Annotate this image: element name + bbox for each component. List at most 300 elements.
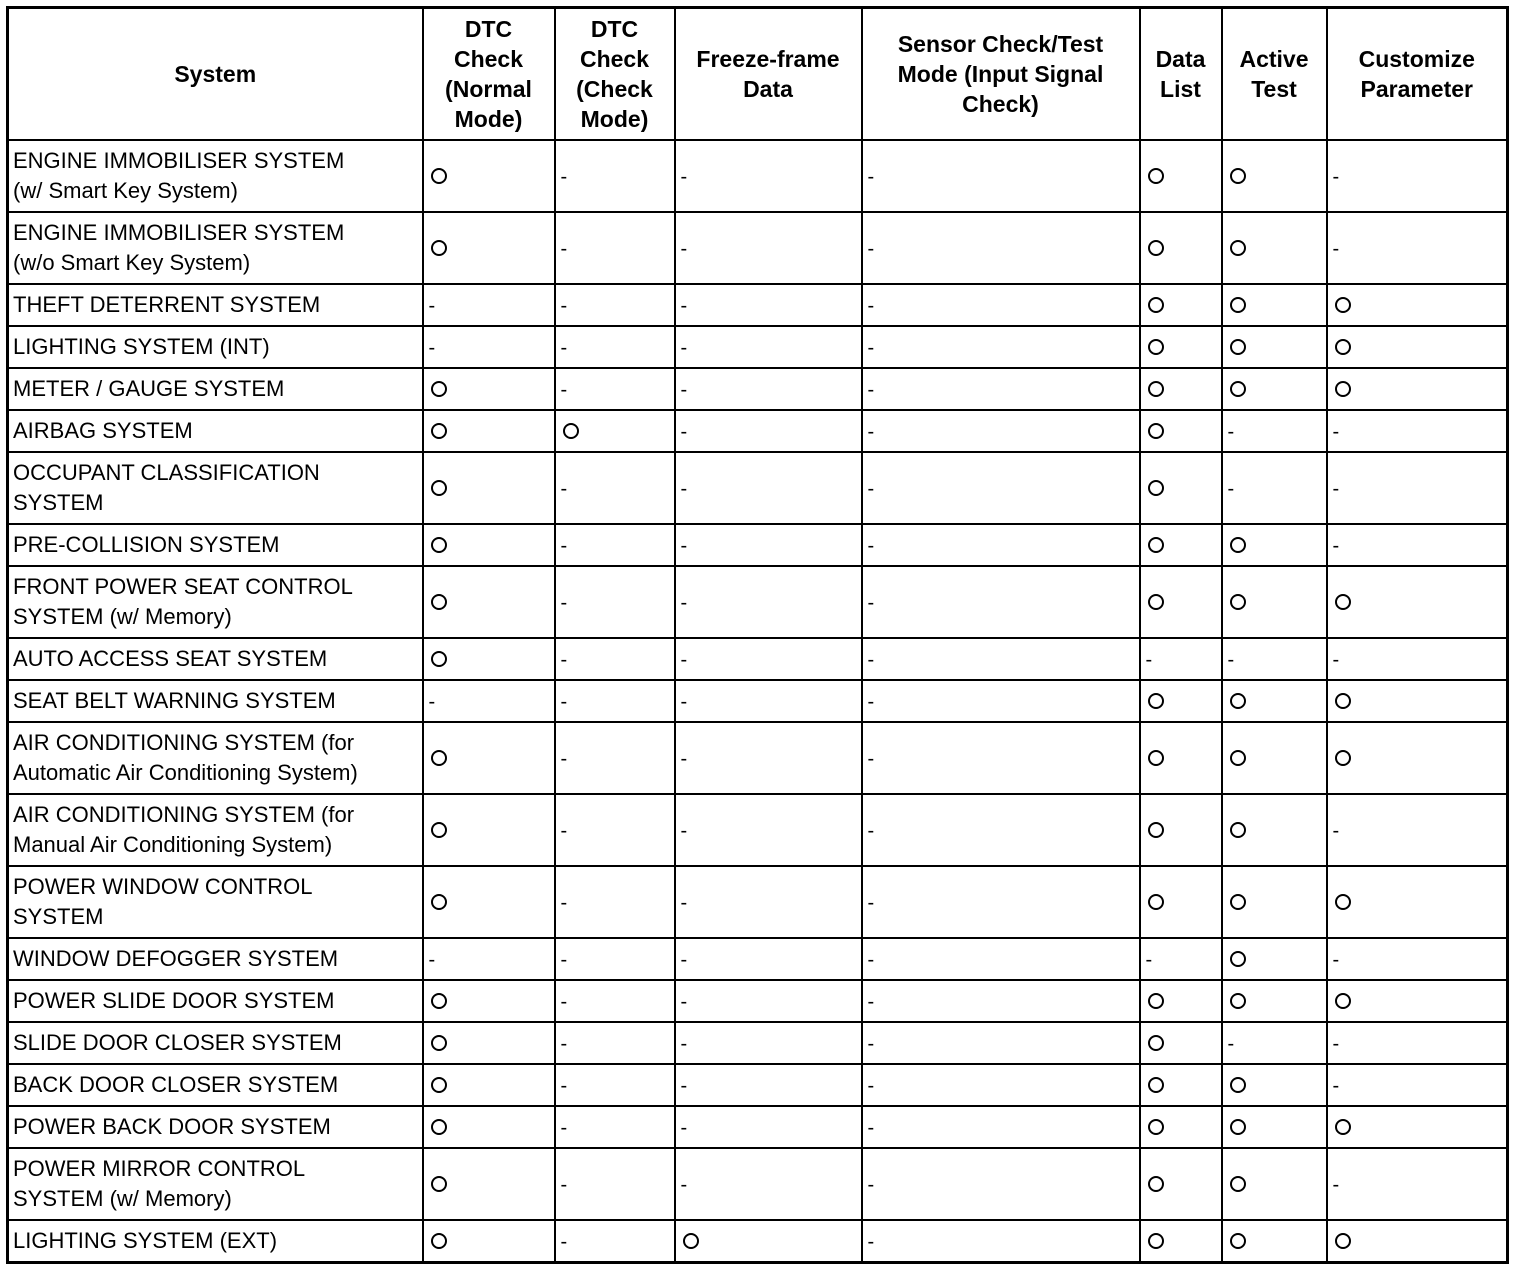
cell-data-list xyxy=(1140,722,1222,794)
cell-freeze-frame xyxy=(675,722,862,794)
supported-circle-icon xyxy=(431,240,447,256)
cell-sensor-check xyxy=(862,1064,1140,1106)
supported-circle-icon xyxy=(431,993,447,1009)
cell-freeze-frame xyxy=(675,938,862,980)
cell-customize xyxy=(1327,284,1508,326)
supported-circle-icon xyxy=(1335,339,1351,355)
system-name-cell xyxy=(8,866,423,938)
cell-active-test xyxy=(1222,284,1327,326)
supported-circle-icon xyxy=(431,537,447,553)
cell-active-test xyxy=(1222,1064,1327,1106)
supported-circle-icon xyxy=(1230,750,1246,766)
cell-customize xyxy=(1327,722,1508,794)
header-freeze-frame xyxy=(675,8,862,141)
not-supported-dash: - xyxy=(560,948,568,971)
system-name-line: (w/o Smart Key System) xyxy=(13,250,251,275)
header-customize-text: Customize Parameter xyxy=(1358,46,1475,102)
system-name-line: (w/ Smart Key System) xyxy=(13,178,238,203)
not-supported-dash: - xyxy=(680,1074,688,1097)
supported-circle-icon xyxy=(1148,894,1164,910)
cell-dtc-normal xyxy=(423,638,555,680)
cell-customize xyxy=(1327,566,1508,638)
not-supported-dash: - xyxy=(867,534,875,557)
supported-circle-icon xyxy=(431,1233,447,1249)
not-supported-dash: - xyxy=(680,1032,688,1055)
system-name-cell xyxy=(8,1064,423,1106)
not-supported-dash: - xyxy=(680,1116,688,1139)
system-name-line: AIRBAG SYSTEM xyxy=(13,418,193,443)
not-supported-dash: - xyxy=(560,237,568,260)
cell-data-list xyxy=(1140,140,1222,212)
system-name-cell xyxy=(8,1106,423,1148)
cell-active-test xyxy=(1222,794,1327,866)
cell-data-list xyxy=(1140,794,1222,866)
cell-freeze-frame xyxy=(675,1106,862,1148)
not-supported-dash: - xyxy=(1227,420,1235,443)
supported-circle-icon xyxy=(431,750,447,766)
cell-customize xyxy=(1327,1220,1508,1263)
not-supported-dash: - xyxy=(867,1032,875,1055)
cell-active-test xyxy=(1222,1220,1327,1263)
supported-circle-icon xyxy=(1335,693,1351,709)
not-supported-dash: - xyxy=(680,477,688,500)
supported-circle-icon xyxy=(1148,1119,1164,1135)
supported-circle-icon xyxy=(1148,168,1164,184)
cell-dtc-check xyxy=(555,452,675,524)
header-dtc-normal-text: DTC Check (Normal Mode) xyxy=(445,16,532,132)
not-supported-dash: - xyxy=(867,819,875,842)
not-supported-dash: - xyxy=(867,237,875,260)
cell-data-list xyxy=(1140,410,1222,452)
table-row xyxy=(8,566,1508,638)
system-name-line: WINDOW DEFOGGER SYSTEM xyxy=(13,946,339,971)
cell-data-list xyxy=(1140,1106,1222,1148)
header-active-test-text: Active Test xyxy=(1239,46,1309,102)
not-supported-dash: - xyxy=(680,165,688,188)
diagnostic-function-table xyxy=(6,6,1509,1264)
system-name-cell xyxy=(8,680,423,722)
table-row xyxy=(8,1220,1508,1263)
cell-dtc-normal xyxy=(423,410,555,452)
cell-sensor-check xyxy=(862,410,1140,452)
supported-circle-icon xyxy=(431,1077,447,1093)
cell-sensor-check xyxy=(862,524,1140,566)
cell-dtc-check xyxy=(555,680,675,722)
supported-circle-icon xyxy=(1230,822,1246,838)
cell-dtc-normal xyxy=(423,1106,555,1148)
cell-sensor-check xyxy=(862,938,1140,980)
system-name-cell xyxy=(8,938,423,980)
not-supported-dash: - xyxy=(867,378,875,401)
supported-circle-icon xyxy=(1230,951,1246,967)
system-name-line: AIR CONDITIONING SYSTEM (for xyxy=(13,730,355,755)
cell-active-test xyxy=(1222,680,1327,722)
table-row xyxy=(8,938,1508,980)
system-name-line: AUTO ACCESS SEAT SYSTEM xyxy=(13,646,328,671)
table-row xyxy=(8,638,1508,680)
supported-circle-icon xyxy=(1148,993,1164,1009)
cell-sensor-check xyxy=(862,452,1140,524)
cell-customize xyxy=(1327,326,1508,368)
not-supported-dash: - xyxy=(1332,648,1340,671)
cell-dtc-check xyxy=(555,326,675,368)
table-row xyxy=(8,722,1508,794)
system-name-cell xyxy=(8,722,423,794)
cell-freeze-frame xyxy=(675,680,862,722)
not-supported-dash: - xyxy=(560,336,568,359)
header-row xyxy=(8,8,1508,141)
cell-data-list xyxy=(1140,566,1222,638)
supported-circle-icon xyxy=(431,168,447,184)
cell-active-test xyxy=(1222,566,1327,638)
supported-circle-icon xyxy=(1230,537,1246,553)
cell-customize xyxy=(1327,938,1508,980)
supported-circle-icon xyxy=(1148,480,1164,496)
supported-circle-icon xyxy=(1230,168,1246,184)
cell-customize xyxy=(1327,638,1508,680)
supported-circle-icon xyxy=(1148,537,1164,553)
system-name-cell xyxy=(8,1220,423,1263)
cell-customize xyxy=(1327,1022,1508,1064)
cell-freeze-frame xyxy=(675,794,862,866)
not-supported-dash: - xyxy=(1227,477,1235,500)
cell-dtc-normal xyxy=(423,794,555,866)
cell-dtc-check xyxy=(555,1220,675,1263)
supported-circle-icon xyxy=(1230,1119,1246,1135)
cell-customize xyxy=(1327,368,1508,410)
cell-dtc-check xyxy=(555,1064,675,1106)
supported-circle-icon xyxy=(1148,750,1164,766)
table-row xyxy=(8,140,1508,212)
cell-freeze-frame xyxy=(675,1220,862,1263)
not-supported-dash: - xyxy=(680,819,688,842)
supported-circle-icon xyxy=(1148,381,1164,397)
cell-customize xyxy=(1327,1106,1508,1148)
not-supported-dash: - xyxy=(560,1116,568,1139)
supported-circle-icon xyxy=(431,381,447,397)
not-supported-dash: - xyxy=(680,591,688,614)
cell-dtc-check xyxy=(555,212,675,284)
system-name-line: LIGHTING SYSTEM (EXT) xyxy=(13,1228,278,1253)
system-name-cell xyxy=(8,212,423,284)
cell-customize xyxy=(1327,452,1508,524)
supported-circle-icon xyxy=(431,1119,447,1135)
system-name-line: THEFT DETERRENT SYSTEM xyxy=(13,292,321,317)
table-row xyxy=(8,326,1508,368)
system-name-line: SYSTEM (w/ Memory) xyxy=(13,604,232,629)
not-supported-dash: - xyxy=(680,1173,688,1196)
cell-data-list xyxy=(1140,680,1222,722)
not-supported-dash: - xyxy=(560,891,568,914)
supported-circle-icon xyxy=(1148,339,1164,355)
system-name-line: POWER WINDOW CONTROL xyxy=(13,874,313,899)
not-supported-dash: - xyxy=(680,990,688,1013)
cell-dtc-check xyxy=(555,524,675,566)
system-name-line: POWER SLIDE DOOR SYSTEM xyxy=(13,988,335,1013)
not-supported-dash: - xyxy=(560,1032,568,1055)
cell-freeze-frame xyxy=(675,566,862,638)
supported-circle-icon xyxy=(1230,1176,1246,1192)
system-name-cell xyxy=(8,794,423,866)
not-supported-dash: - xyxy=(680,948,688,971)
system-name-cell xyxy=(8,140,423,212)
header-data-list xyxy=(1140,8,1222,141)
cell-active-test xyxy=(1222,212,1327,284)
not-supported-dash: - xyxy=(680,747,688,770)
supported-circle-icon xyxy=(1230,693,1246,709)
cell-sensor-check xyxy=(862,566,1140,638)
supported-circle-icon xyxy=(1230,594,1246,610)
supported-circle-icon xyxy=(1148,240,1164,256)
cell-freeze-frame xyxy=(675,1148,862,1220)
table-row xyxy=(8,284,1508,326)
not-supported-dash: - xyxy=(1332,420,1340,443)
header-customize xyxy=(1327,8,1508,141)
not-supported-dash: - xyxy=(560,591,568,614)
not-supported-dash: - xyxy=(680,648,688,671)
cell-customize xyxy=(1327,680,1508,722)
system-name-line: PRE-COLLISION SYSTEM xyxy=(13,532,280,557)
diagnostic-function-table-container xyxy=(6,6,1509,1264)
header-data-list-text: Data List xyxy=(1155,46,1206,102)
cell-data-list xyxy=(1140,452,1222,524)
not-supported-dash: - xyxy=(1227,648,1235,671)
not-supported-dash: - xyxy=(1227,1032,1235,1055)
table-row xyxy=(8,524,1508,566)
cell-sensor-check xyxy=(862,980,1140,1022)
cell-dtc-normal xyxy=(423,368,555,410)
table-row xyxy=(8,452,1508,524)
not-supported-dash: - xyxy=(560,690,568,713)
cell-active-test xyxy=(1222,1106,1327,1148)
cell-dtc-check xyxy=(555,722,675,794)
cell-data-list xyxy=(1140,1220,1222,1263)
cell-freeze-frame xyxy=(675,638,862,680)
cell-sensor-check xyxy=(862,1220,1140,1263)
header-active-test xyxy=(1222,8,1327,141)
not-supported-dash: - xyxy=(1145,948,1153,971)
not-supported-dash: - xyxy=(560,990,568,1013)
system-name-line: AIR CONDITIONING SYSTEM (for xyxy=(13,802,355,827)
supported-circle-icon xyxy=(563,423,579,439)
cell-freeze-frame xyxy=(675,452,862,524)
not-supported-dash: - xyxy=(867,990,875,1013)
supported-circle-icon xyxy=(1335,1119,1351,1135)
cell-dtc-normal xyxy=(423,938,555,980)
supported-circle-icon xyxy=(1148,1077,1164,1093)
supported-circle-icon xyxy=(1148,423,1164,439)
cell-data-list xyxy=(1140,326,1222,368)
system-name-cell xyxy=(8,1148,423,1220)
system-name-line: ENGINE IMMOBILISER SYSTEM xyxy=(13,148,345,173)
cell-dtc-check xyxy=(555,938,675,980)
not-supported-dash: - xyxy=(867,690,875,713)
cell-sensor-check xyxy=(862,1148,1140,1220)
cell-freeze-frame xyxy=(675,212,862,284)
not-supported-dash: - xyxy=(1332,237,1340,260)
cell-sensor-check xyxy=(862,680,1140,722)
system-name-cell xyxy=(8,326,423,368)
cell-sensor-check xyxy=(862,326,1140,368)
system-name-cell xyxy=(8,284,423,326)
not-supported-dash: - xyxy=(560,648,568,671)
system-name-line: LIGHTING SYSTEM (INT) xyxy=(13,334,270,359)
cell-dtc-normal xyxy=(423,722,555,794)
not-supported-dash: - xyxy=(680,336,688,359)
header-dtc-check xyxy=(555,8,675,141)
cell-active-test xyxy=(1222,980,1327,1022)
not-supported-dash: - xyxy=(680,420,688,443)
not-supported-dash: - xyxy=(680,237,688,260)
not-supported-dash: - xyxy=(560,378,568,401)
not-supported-dash: - xyxy=(428,948,436,971)
not-supported-dash: - xyxy=(1332,1032,1340,1055)
not-supported-dash: - xyxy=(680,891,688,914)
cell-customize xyxy=(1327,1148,1508,1220)
cell-freeze-frame xyxy=(675,326,862,368)
cell-dtc-check xyxy=(555,980,675,1022)
system-name-cell xyxy=(8,368,423,410)
not-supported-dash: - xyxy=(1332,948,1340,971)
not-supported-dash: - xyxy=(680,294,688,317)
cell-data-list xyxy=(1140,284,1222,326)
system-name-line: Manual Air Conditioning System) xyxy=(13,832,333,857)
table-row xyxy=(8,980,1508,1022)
cell-dtc-check xyxy=(555,368,675,410)
supported-circle-icon xyxy=(1335,750,1351,766)
cell-sensor-check xyxy=(862,722,1140,794)
cell-active-test xyxy=(1222,368,1327,410)
not-supported-dash: - xyxy=(680,378,688,401)
cell-sensor-check xyxy=(862,284,1140,326)
cell-sensor-check xyxy=(862,368,1140,410)
cell-customize xyxy=(1327,980,1508,1022)
supported-circle-icon xyxy=(1230,240,1246,256)
not-supported-dash: - xyxy=(1332,1173,1340,1196)
cell-customize xyxy=(1327,212,1508,284)
cell-data-list xyxy=(1140,938,1222,980)
not-supported-dash: - xyxy=(867,747,875,770)
supported-circle-icon xyxy=(1230,1077,1246,1093)
not-supported-dash: - xyxy=(867,1230,875,1253)
cell-sensor-check xyxy=(862,140,1140,212)
supported-circle-icon xyxy=(1335,297,1351,313)
cell-dtc-normal xyxy=(423,452,555,524)
cell-active-test xyxy=(1222,1022,1327,1064)
header-sensor-check-text: Sensor Check/Test Mode (Input Signal Check) xyxy=(897,31,1104,117)
not-supported-dash: - xyxy=(428,336,436,359)
table-row xyxy=(8,1148,1508,1220)
supported-circle-icon xyxy=(1148,693,1164,709)
supported-circle-icon xyxy=(1148,1176,1164,1192)
cell-active-test xyxy=(1222,938,1327,980)
supported-circle-icon xyxy=(431,894,447,910)
not-supported-dash: - xyxy=(1332,534,1340,557)
not-supported-dash: - xyxy=(560,534,568,557)
not-supported-dash: - xyxy=(867,1173,875,1196)
cell-dtc-check xyxy=(555,638,675,680)
cell-dtc-check xyxy=(555,284,675,326)
not-supported-dash: - xyxy=(867,477,875,500)
cell-dtc-normal xyxy=(423,1022,555,1064)
supported-circle-icon xyxy=(431,1035,447,1051)
cell-active-test xyxy=(1222,638,1327,680)
not-supported-dash: - xyxy=(1332,477,1340,500)
not-supported-dash: - xyxy=(560,819,568,842)
cell-data-list xyxy=(1140,212,1222,284)
not-supported-dash: - xyxy=(428,690,436,713)
not-supported-dash: - xyxy=(1332,819,1340,842)
not-supported-dash: - xyxy=(560,1230,568,1253)
table-row xyxy=(8,866,1508,938)
supported-circle-icon xyxy=(1148,822,1164,838)
cell-data-list xyxy=(1140,1064,1222,1106)
header-dtc-normal xyxy=(423,8,555,141)
cell-dtc-check xyxy=(555,410,675,452)
table-body xyxy=(8,140,1508,1263)
not-supported-dash: - xyxy=(867,1116,875,1139)
cell-active-test xyxy=(1222,452,1327,524)
cell-dtc-check xyxy=(555,794,675,866)
system-name-line: ENGINE IMMOBILISER SYSTEM xyxy=(13,220,345,245)
supported-circle-icon xyxy=(431,822,447,838)
not-supported-dash: - xyxy=(867,591,875,614)
supported-circle-icon xyxy=(431,480,447,496)
not-supported-dash: - xyxy=(867,420,875,443)
cell-active-test xyxy=(1222,1148,1327,1220)
supported-circle-icon xyxy=(1335,993,1351,1009)
header-sensor-check xyxy=(862,8,1140,141)
cell-customize xyxy=(1327,140,1508,212)
cell-dtc-normal xyxy=(423,866,555,938)
cell-active-test xyxy=(1222,326,1327,368)
cell-data-list xyxy=(1140,866,1222,938)
cell-freeze-frame xyxy=(675,410,862,452)
cell-dtc-check xyxy=(555,566,675,638)
system-name-line: SYSTEM xyxy=(13,904,104,929)
supported-circle-icon xyxy=(1230,297,1246,313)
cell-dtc-normal xyxy=(423,980,555,1022)
cell-active-test xyxy=(1222,410,1327,452)
not-supported-dash: - xyxy=(560,477,568,500)
cell-data-list xyxy=(1140,1022,1222,1064)
not-supported-dash: - xyxy=(428,294,436,317)
cell-sensor-check xyxy=(862,1022,1140,1064)
system-name-line: SYSTEM xyxy=(13,490,104,515)
supported-circle-icon xyxy=(1335,1233,1351,1249)
cell-freeze-frame xyxy=(675,980,862,1022)
cell-freeze-frame xyxy=(675,866,862,938)
table-row xyxy=(8,1106,1508,1148)
supported-circle-icon xyxy=(1148,1035,1164,1051)
system-name-cell xyxy=(8,524,423,566)
supported-circle-icon xyxy=(1335,381,1351,397)
not-supported-dash: - xyxy=(680,690,688,713)
header-freeze-frame-text: Freeze-frame Data xyxy=(696,46,840,102)
system-name-cell xyxy=(8,980,423,1022)
cell-dtc-check xyxy=(555,1022,675,1064)
supported-circle-icon xyxy=(1335,594,1351,610)
system-name-line: Automatic Air Conditioning System) xyxy=(13,760,358,785)
cell-active-test xyxy=(1222,866,1327,938)
cell-freeze-frame xyxy=(675,1022,862,1064)
cell-freeze-frame xyxy=(675,1064,862,1106)
cell-dtc-check xyxy=(555,1106,675,1148)
system-name-cell xyxy=(8,452,423,524)
cell-dtc-normal xyxy=(423,284,555,326)
cell-dtc-normal xyxy=(423,1064,555,1106)
supported-circle-icon xyxy=(431,423,447,439)
